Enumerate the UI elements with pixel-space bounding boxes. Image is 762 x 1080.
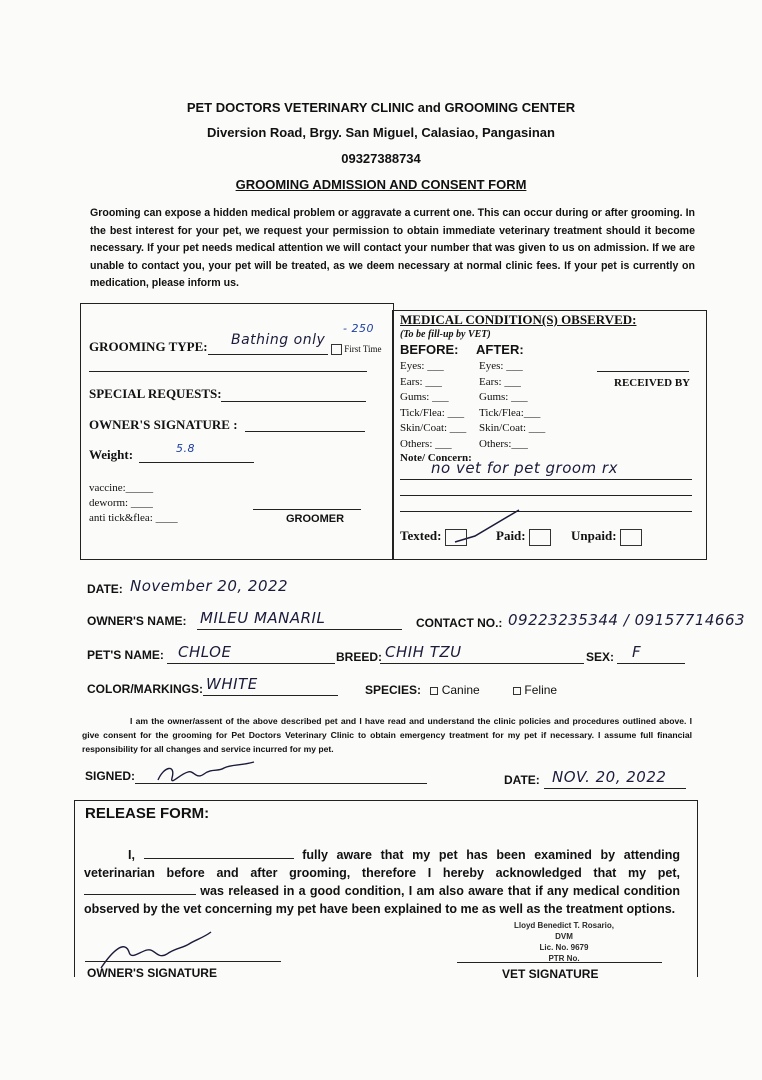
- breed-value[interactable]: CHIH TZU: [385, 643, 462, 661]
- before-item[interactable]: Others: ___: [400, 437, 452, 450]
- note-line-1: [400, 479, 692, 480]
- release-text-i: I,: [128, 848, 135, 862]
- special-requests-field[interactable]: [221, 401, 366, 402]
- color-value[interactable]: WHITE: [206, 675, 258, 693]
- received-by-line[interactable]: [597, 371, 689, 372]
- texted-label: Texted:: [400, 528, 442, 543]
- grooming-type-line: [208, 354, 328, 355]
- before-item[interactable]: Skin/Coat: ___: [400, 422, 467, 434]
- after-label: AFTER:: [476, 342, 524, 357]
- color-label: COLOR/MARKINGS:: [87, 682, 203, 696]
- weight-value[interactable]: 5.8: [176, 442, 195, 455]
- breed-field: [380, 663, 584, 664]
- before-item[interactable]: Gums: ___: [400, 391, 449, 403]
- signed-label: SIGNED:: [85, 769, 136, 783]
- color-field: [203, 695, 338, 696]
- intro-paragraph: Grooming can expose a hidden medical problem or aggravate a current one. This can occur during or after grooming. In the best interest for your pet, we request your permission to obtain immediate veterinary treatment should it become necessary. If your pet needs medical attention we will contact your number that was given to us on admission. If we are unable to contact you, your pet will be treated, as we deem necessary at normal clinic fees. If your pet is currently on medication, please inform us.: [90, 207, 695, 290]
- note-line-2: [400, 495, 692, 496]
- release-text-3: was released in a good condition, I am also aware that if any medical condition observed by the vet concerning my pet have been explained to me as well as the treatment options.: [84, 884, 680, 916]
- canine-checkbox[interactable]: [430, 687, 438, 695]
- after-item[interactable]: Gums: ___: [479, 391, 528, 403]
- paid-option[interactable]: [496, 528, 551, 546]
- vet-stamp-name: Lloyd Benedict T. Rosario, DVM: [513, 921, 614, 941]
- feline-label: Feline: [524, 683, 558, 697]
- form-title: [0, 177, 762, 192]
- antitick-label: anti tick&flea: ____: [89, 512, 178, 524]
- weight-field: [139, 462, 254, 463]
- before-label: BEFORE:: [400, 342, 459, 357]
- paid-label: Paid:: [496, 528, 526, 543]
- note-line-3: [400, 511, 692, 512]
- clinic-name: PET DOCTORS VETERINARY CLINIC and GROOMING CENTER: [186, 100, 576, 115]
- owner-signature-field[interactable]: [245, 431, 365, 432]
- vet-stamp-license: Lic. No. 9679: [539, 943, 589, 952]
- after-item[interactable]: Eyes: ___: [479, 360, 523, 372]
- unpaid-option[interactable]: [571, 528, 642, 546]
- texted-checkbox[interactable]: [445, 529, 467, 546]
- signed-date-line: [544, 788, 686, 789]
- owner-name-field: [197, 629, 402, 630]
- pet-name-field: [167, 663, 335, 664]
- feline-checkbox[interactable]: [513, 687, 521, 695]
- vet-signature-label: VET SIGNATURE: [502, 967, 599, 981]
- release-pet-name-field[interactable]: [84, 884, 196, 895]
- note-label: Note/ Concern:: [400, 452, 472, 464]
- owner-signature-scribble-icon: [150, 756, 260, 790]
- special-requests-label: SPECIAL REQUESTS:: [89, 386, 222, 401]
- owner-name-label: OWNER'S NAME:: [87, 614, 187, 628]
- vet-stamp-ptr: PTR No.: [548, 954, 580, 963]
- after-item[interactable]: Ears: ___: [479, 375, 521, 388]
- note-value[interactable]: no vet for pet groom rx: [431, 459, 618, 477]
- before-item[interactable]: Ears: ___: [400, 375, 442, 388]
- grooming-info-box: [80, 303, 394, 560]
- deworm-label: deworm: ____: [89, 497, 153, 509]
- breed-label: BREED:: [336, 650, 383, 664]
- pet-name-label: PET'S NAME:: [87, 648, 164, 662]
- date-label: DATE:: [87, 582, 123, 596]
- after-list: [479, 359, 545, 452]
- canine-label: Canine: [441, 683, 480, 697]
- unpaid-label: Unpaid:: [571, 528, 617, 543]
- first-time-checkbox[interactable]: [331, 344, 342, 355]
- after-item[interactable]: Others:___: [479, 437, 528, 450]
- contact-value[interactable]: 09223235344 / 09157714663: [508, 611, 746, 629]
- unpaid-checkbox[interactable]: [620, 529, 642, 546]
- date-value[interactable]: November 20, 2022: [130, 577, 289, 595]
- signed-date-label: DATE:: [504, 773, 540, 787]
- sex-label: SEX:: [586, 650, 615, 664]
- grooming-type-value[interactable]: Bathing only: [231, 332, 326, 348]
- before-item[interactable]: Tick/Flea: ___: [400, 406, 465, 419]
- groomer-signature-line[interactable]: [253, 509, 361, 510]
- release-text-2: fully aware that my pet has been examined by attending veterinarian before and after grooming, therefore I hereby acknowledged that my pet,: [84, 848, 680, 880]
- sex-value[interactable]: F: [632, 643, 642, 661]
- first-time-option[interactable]: [331, 344, 382, 355]
- pet-name-value[interactable]: CHLOE: [178, 643, 232, 661]
- clinic-address: Diversion Road, Brgy. San Miguel, Calasiao, Pangasinan: [207, 125, 555, 140]
- owner-signature-label: OWNER'S SIGNATURE :: [89, 417, 238, 432]
- before-list: [400, 359, 466, 452]
- grooming-type-label: GROOMING TYPE:: [89, 339, 208, 354]
- release-owner-signature-label: OWNER'S SIGNATURE: [87, 966, 217, 980]
- contact-label: CONTACT NO.:: [416, 616, 503, 630]
- species-label: SPECIES:: [365, 683, 422, 697]
- received-by-label: RECEIVED BY: [614, 377, 691, 389]
- release-title: RELEASE FORM:: [85, 805, 210, 822]
- medical-subtitle: (To be fill-up by VET): [400, 329, 491, 340]
- signed-date-value[interactable]: NOV. 20, 2022: [552, 768, 667, 786]
- after-item[interactable]: Tick/Flea:___: [479, 406, 541, 419]
- vet-stamp: [509, 920, 619, 964]
- vaccine-label: vaccine:_____: [89, 482, 154, 494]
- release-owner-name-field[interactable]: [144, 848, 294, 859]
- medical-title: MEDICAL CONDITION(S) OBSERVED:: [400, 312, 637, 327]
- species-row: [365, 683, 557, 697]
- consent-paragraph: I am the owner/assent of the above described pet and I have read and understand the clinic policies and procedures outlined above. I give consent for the grooming for Pet Doctors Veterinary Clinic to obtain emergency treatment for my pet if necessary. I assume full financial responsibility for all changes and service incurred for my pet.: [82, 716, 692, 754]
- before-item[interactable]: Eyes: ___: [400, 360, 444, 372]
- price-note: - 250: [343, 322, 374, 335]
- form-title-text: GROOMING ADMISSION AND CONSENT FORM: [235, 177, 527, 192]
- owner-name-value[interactable]: MILEU MANARIL: [200, 609, 326, 627]
- groomer-label: GROOMER: [286, 513, 345, 525]
- grooming-type-extra-line: [89, 371, 367, 372]
- clinic-phone: 09327388734: [341, 151, 421, 166]
- first-time-label: First Time: [344, 344, 382, 354]
- texted-option[interactable]: [400, 528, 467, 546]
- vet-signature-line[interactable]: [457, 962, 662, 963]
- sex-field: [617, 663, 685, 664]
- release-owner-signature-line[interactable]: [85, 961, 281, 962]
- medical-condition-box: [392, 310, 707, 560]
- weight-label: Weight:: [89, 447, 134, 462]
- release-paragraph: [84, 846, 680, 918]
- paid-checkbox[interactable]: [529, 529, 551, 546]
- after-item[interactable]: Skin/Coat: ___: [479, 422, 546, 434]
